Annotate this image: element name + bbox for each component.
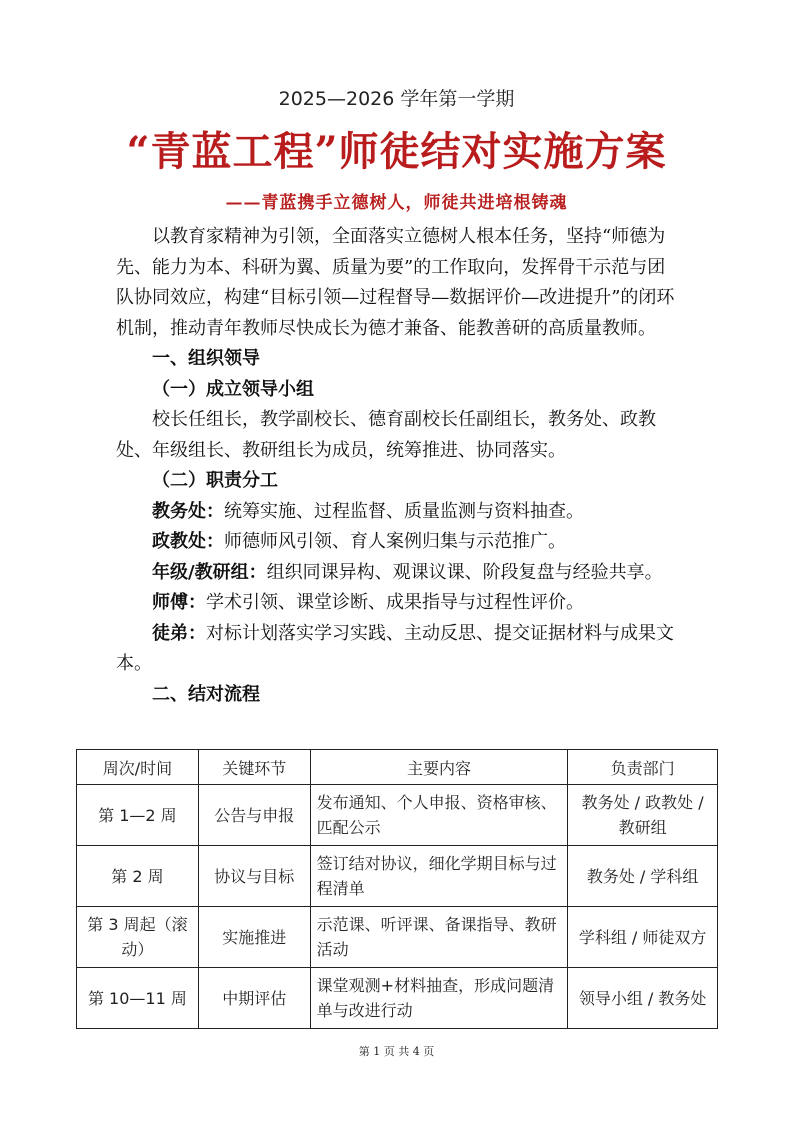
duty-item (116, 588, 682, 619)
document-body (116, 222, 682, 710)
table-row (77, 907, 718, 968)
cell-step: 实施推进 (198, 907, 310, 968)
duty-text: 统筹实施、过程监督、质量监测与资料抽查。 (224, 500, 584, 522)
column-header: 关键环节 (198, 750, 310, 785)
cell-time: 第 1—2 周 (77, 785, 199, 846)
duty-text: 对标计划落实学习实践、主动反思、提交证据材料与成果文本。 (116, 622, 674, 674)
section1-sub1-text: 校长任组长，教学副校长、德育副校长任副组长，教务处、政教处、年级组长、教研组长为成员，统筹推进、协同落实。 (116, 409, 656, 461)
duty-role: 年级/教研组： (152, 561, 267, 583)
cell-dept: 学科组 / 师徒双方 (568, 907, 718, 968)
duty-item (116, 558, 682, 589)
pairing-process-table (76, 749, 718, 1029)
duty-item (116, 527, 682, 558)
table-header-row (77, 750, 718, 785)
duty-role: 师傅： (152, 592, 206, 613)
duty-role: 徒弟： (152, 622, 206, 644)
duty-text: 学术引领、课堂诊断、成果指导与过程性评价。 (206, 592, 584, 613)
section1-heading: 一、组织领导 (152, 348, 260, 369)
table-row (77, 968, 718, 1029)
cell-content: 示范课、听评课、备课指导、教研活动 (310, 907, 568, 968)
section1-sub2-heading: （二）职责分工 (152, 470, 278, 491)
column-header: 主要内容 (310, 750, 568, 785)
table-row (77, 846, 718, 907)
cell-content: 发布通知、个人申报、资格审核、匹配公示 (310, 785, 568, 846)
duty-text: 组织同课异构、观课议课、阶段复盘与经验共享。 (266, 561, 663, 583)
duty-role: 教务处： (152, 500, 224, 522)
document-title: “青蓝工程”师徒结对实施方案 (126, 128, 667, 175)
cell-dept: 领导小组 / 教务处 (568, 968, 718, 1029)
cell-step: 中期评估 (198, 968, 310, 1029)
duty-text: 师德师风引领、育人案例归集与示范推广。 (224, 531, 566, 552)
page-number: 第 1 页 共 4 页 (358, 1045, 435, 1058)
cell-time: 第 2 周 (77, 846, 199, 907)
table-row (77, 785, 718, 846)
section2-heading: 二、结对流程 (152, 683, 260, 705)
duty-item (116, 619, 682, 680)
term-label: 2025—2026 学年第一学期 (278, 88, 515, 110)
column-header: 负责部门 (568, 750, 718, 785)
intro-paragraph: 以教育家精神为引领，全面落实立德树人根本任务，坚持“师德为先、能力为本、科研为翼、质量为要”的工作取向，发挥骨干示范与团队协同效应，构建“目标引领—过程督导—数据评价—改进提升”的闭环机制，推动青年教师尽快成长为德才兼备、能教善研的高质量教师。 (116, 226, 675, 339)
cell-dept: 教务处 / 学科组 (568, 846, 718, 907)
cell-content: 签订结对协议，细化学期目标与过程清单 (310, 846, 568, 907)
cell-content: 课堂观测+材料抽查，形成问题清单与改进行动 (310, 968, 568, 1029)
cell-time: 第 10—11 周 (77, 968, 199, 1029)
cell-dept: 教务处 / 政教处 / 教研组 (568, 785, 718, 846)
duty-item (116, 497, 682, 528)
column-header: 周次/时间 (77, 750, 199, 785)
document-subtitle: ——青蓝携手立德树人，师徒共进培根铸魂 (225, 193, 568, 213)
duty-role: 政教处： (152, 531, 224, 552)
cell-step: 协议与目标 (198, 846, 310, 907)
section1-sub1-heading: （一）成立领导小组 (152, 378, 314, 400)
cell-step: 公告与申报 (198, 785, 310, 846)
cell-time: 第 3 周起（滚动） (77, 907, 199, 968)
